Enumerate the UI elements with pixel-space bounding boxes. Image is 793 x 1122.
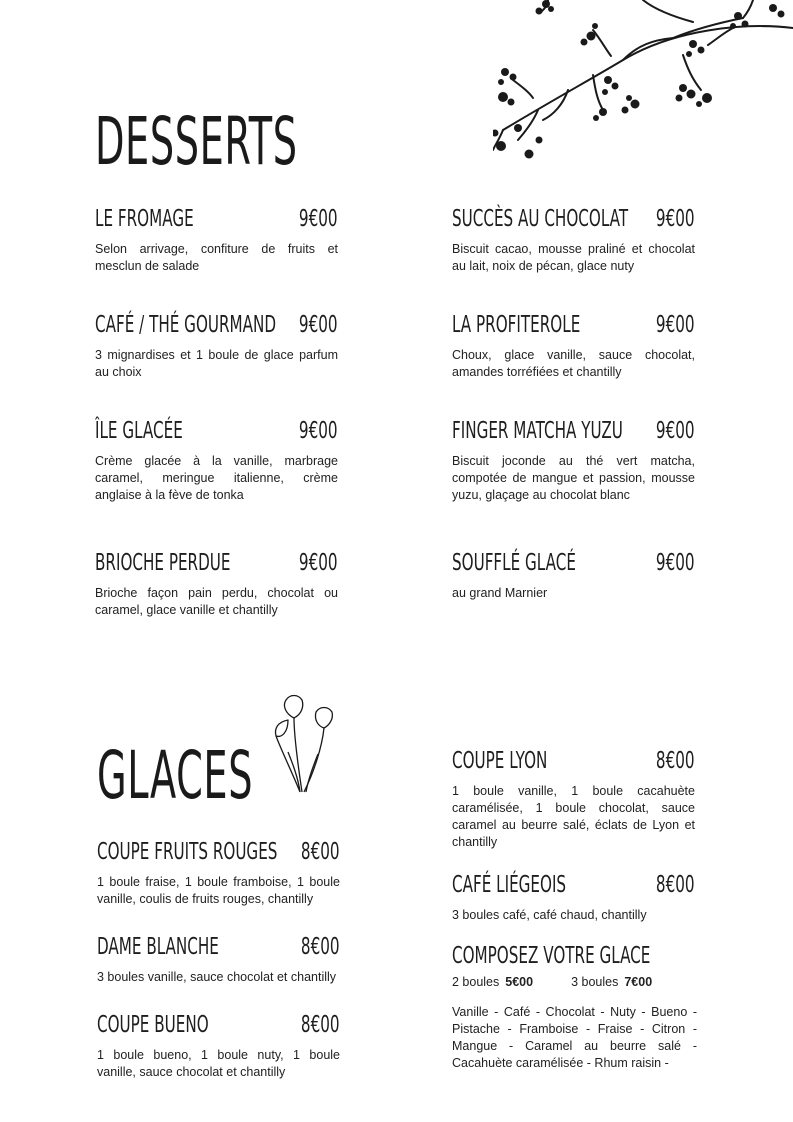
three-scoops-label: 3 boules bbox=[571, 975, 619, 989]
item-description: Choux, glace vanille, sauce chocolat, amandes torréfiées et chantilly bbox=[452, 348, 695, 379]
item-name: CAFÉ / THÉ GOURMAND bbox=[95, 312, 277, 338]
item-name: CAFÉ LIÉGEOIS bbox=[452, 872, 567, 898]
item-name: ÎLE GLACÉE bbox=[95, 418, 183, 444]
menu-item bbox=[452, 872, 695, 924]
item-price: 9€00 bbox=[299, 312, 338, 338]
item-price: 8€00 bbox=[301, 1012, 340, 1038]
menu-item bbox=[97, 839, 340, 908]
desserts-title: DESSERTS bbox=[95, 103, 298, 180]
tulip-flowers-illustration bbox=[268, 692, 348, 802]
item-price: 9€00 bbox=[656, 206, 695, 232]
item-name: COUPE BUENO bbox=[97, 1012, 209, 1038]
item-name: LA PROFITEROLE bbox=[452, 312, 581, 338]
item-name: LE FROMAGE bbox=[95, 206, 194, 232]
item-price: 9€00 bbox=[299, 206, 338, 232]
berry-branch-illustration bbox=[493, 0, 793, 165]
item-description: au grand Marnier bbox=[452, 586, 548, 600]
item-description: Biscuit cacao, mousse praliné et chocolat au lait, noix de pécan, glace nuty bbox=[452, 242, 695, 273]
menu-item bbox=[95, 550, 338, 619]
menu-item bbox=[452, 312, 695, 381]
item-description: 1 boule fraise, 1 boule framboise, 1 boule vanille, coulis de fruits rouges, chantilly bbox=[97, 875, 340, 906]
item-name: COUPE FRUITS ROUGES bbox=[97, 839, 278, 865]
item-price: 8€00 bbox=[656, 872, 695, 898]
item-price: 9€00 bbox=[299, 550, 338, 576]
two-scoops-price: 5€00 bbox=[505, 975, 534, 989]
item-description: Selon arrivage, confiture de fruits et mesclun de salade bbox=[95, 242, 338, 273]
item-price: 8€00 bbox=[301, 934, 340, 960]
item-price: 9€00 bbox=[656, 418, 695, 444]
item-description: 1 boule bueno, 1 boule nuty, 1 boule vanille, sauce chocolat et chantilly bbox=[97, 1048, 340, 1079]
item-price: 9€00 bbox=[299, 418, 338, 444]
item-description: Crème glacée à la vanille, marbrage caramel, meringue italienne, crème anglaise à la fève de tonka bbox=[95, 454, 338, 502]
menu-item bbox=[452, 748, 695, 851]
item-price: 8€00 bbox=[656, 748, 695, 774]
menu-item bbox=[95, 206, 338, 275]
item-name: BRIOCHE PERDUE bbox=[95, 550, 231, 576]
menu-item bbox=[452, 206, 695, 275]
menu-item bbox=[95, 312, 338, 381]
two-scoops-label: 2 boules bbox=[452, 975, 500, 989]
compose-title: COMPOSEZ VOTRE GLACE bbox=[452, 943, 651, 969]
compose-sizes bbox=[452, 975, 652, 989]
item-name: SUCCÈS AU CHOCOLAT bbox=[452, 206, 629, 232]
item-description: Brioche façon pain perdu, chocolat ou caramel, glace vanille et chantilly bbox=[95, 586, 338, 617]
item-description: 3 boules café, café chaud, chantilly bbox=[452, 908, 647, 922]
item-description: 3 boules vanille, sauce chocolat et chantilly bbox=[97, 970, 337, 984]
item-description: Biscuit joconde au thé vert matcha, compotée de mangue et passion, mousse yuzu, glaçage au chocolat blanc bbox=[452, 454, 695, 502]
item-name: COUPE LYON bbox=[452, 748, 548, 774]
item-name: DAME BLANCHE bbox=[97, 934, 219, 960]
menu-item bbox=[97, 1012, 340, 1081]
item-price: 9€00 bbox=[656, 312, 695, 338]
three-scoops-price: 7€00 bbox=[624, 975, 653, 989]
item-name: FINGER MATCHA YUZU bbox=[452, 418, 623, 444]
menu-item bbox=[95, 418, 338, 504]
item-price: 9€00 bbox=[656, 550, 695, 576]
item-name: SOUFFLÉ GLACÉ bbox=[452, 550, 576, 576]
glaces-title: GLACES bbox=[97, 737, 254, 814]
menu-item bbox=[97, 934, 340, 986]
item-description: 1 boule vanille, 1 boule cacahuète caramélisée, 1 boule chocolat, sauce caramel au beurre salé, éclats de Lyon et chantilly bbox=[452, 784, 695, 849]
flavor-list: Vanille - Café - Chocolat - Nuty - Bueno - Pistache - Framboise - Fraise - Citron - Mangue - Caramel au beurre salé - Cacahuète caramélisée - Rhum raisin - bbox=[452, 1005, 697, 1070]
compose-section bbox=[452, 943, 695, 969]
menu-item bbox=[452, 550, 695, 602]
menu-item bbox=[452, 418, 695, 504]
item-price: 8€00 bbox=[301, 839, 340, 865]
item-description: 3 mignardises et 1 boule de glace parfum au choix bbox=[95, 348, 338, 379]
